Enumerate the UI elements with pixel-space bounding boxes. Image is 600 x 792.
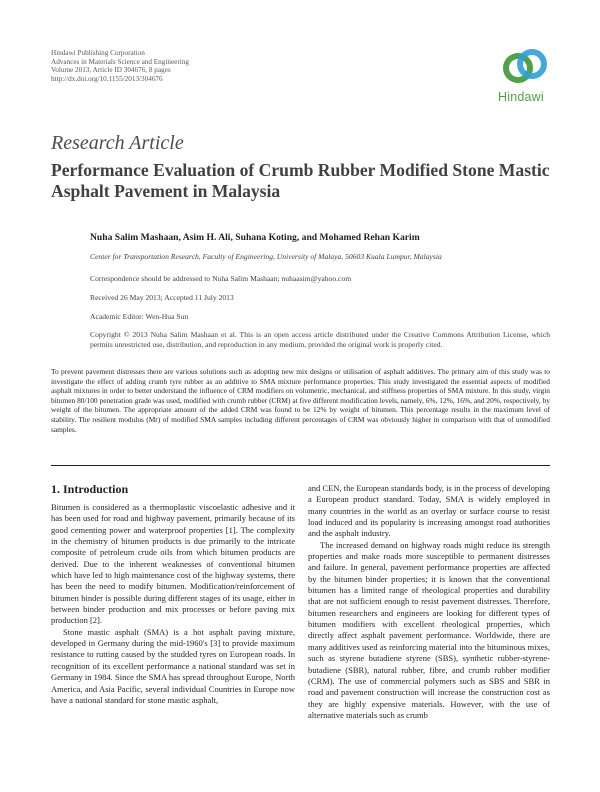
hindawi-rings-icon <box>502 48 548 86</box>
left-column <box>51 502 295 706</box>
logo-text: Hindawi <box>498 90 544 104</box>
paragraph: The increased demand on highway roads might reduce its strength properties and make roads more susceptible to permanent distresses and failure. In general, pavement performance properties are affected by the bitumen binder properties; it is known that the conventional bitumen has a limited range of rheological properties and durability that are not sufficient enough to resist pavement distresses. Therefore, bitumen researchers and engineers are looking for different types of bitumen modifiers with excellent rheological properties, which directly affect asphalt pavement performance. Worldwide, there are many additives used as reinforcing material into the bituminous mixes, such as styrene butadiene styrene (SBS), synthetic rubber-styrene-butadiene (SBR), natural rubber, fibre, and crumb rubber modifier (CRM). The use of commercial polymers such as SBS and SBR in road and pavement construction will increase the construction cost as they are highly expensive materials. However, with the use of alternative materials such as crumb <box>308 539 550 720</box>
publisher-name: Hindawi Publishing Corporation <box>51 49 145 57</box>
academic-editor: Academic Editor: Wen-Hua Sun <box>90 312 189 321</box>
article-title: Performance Evaluation of Crumb Rubber Modified Stone Mastic Asphalt Pavement in Malaysia <box>51 160 550 201</box>
journal-name: Advances in Materials Science and Engineering <box>51 57 189 66</box>
author-list: Nuha Salim Mashaan, Asim H. Ali, Suhana Koting, and Mohamed Rehan Karim <box>90 232 420 243</box>
copyright-notice: Copyright © 2013 Nuha Salim Mashaan et al. This is an open access article distributed under the Creative Commons Attribution License, which permits unrestricted use, distribution, and reproduction in any medium, provided the original work is properly cited. <box>90 330 550 349</box>
paragraph: and CEN, the European standards body, is in the process of developing a European product standard. Today, SMA is widely employed in many countries in the world as an overlay or surface course to resist load induced and its popularity is increasing amongst road authorities and the asphalt industry. <box>308 483 550 539</box>
section-heading: 1. Introduction <box>51 482 129 496</box>
publication-info <box>51 49 189 83</box>
received-accepted-dates: Received 26 May 2013; Accepted 11 July 2013 <box>90 293 234 302</box>
correspondence: Correspondence should be addressed to Nuha Salim Mashaan; nuhaasim@yahoo.com <box>90 274 352 283</box>
doi-link[interactable]: http://dx.doi.org/10.1155/2013/304676 <box>51 74 163 83</box>
volume-info: Volume 2013, Article ID 304676, 8 pages <box>51 66 171 75</box>
affiliation: Center for Transportation Research, Faculty of Engineering, University of Malaya, 50603 Kuala Lumpur, Malaysia <box>90 252 442 261</box>
article-type: Research Article <box>51 132 184 154</box>
section-divider <box>51 465 550 466</box>
right-column <box>308 483 550 721</box>
paragraph: Stone mastic asphalt (SMA) is a hot asphalt paving mixture, developed in Germany during the mid-1960's [3] to provide maximum resistance to rutting caused by the studded tyres on European roads. In recognition of its excellent performance a national standard was set in Germany in 1984. Since the SMA has spread throughout Europe, North America, and Asia Pacific, several individual Countries in Europe now have a national standard for stone mastic asphalt, <box>51 626 295 705</box>
paragraph: Bitumen is considered as a thermoplastic viscoelastic adhesive and it has been used for road and highway pavement, primarily because of its good cementing power and waterproof properties [1]. The complexity in the chemistry of bitumen products is due primarily to the intricate composite of petroleum crude oils from which bitumen products are derived. Due to the inherent weaknesses of conventional bitumen which have led to high maintenance cost of the highway systems, there has been the need to modify bitumen. Modification/reinforcement of bitumen binder is possible during different stages of its usage, either in between binder production and mix processes or before paving mix production [2]. <box>51 502 295 626</box>
hindawi-logo <box>492 48 560 108</box>
abstract: To prevent pavement distresses there are various solutions such as adopting new mix designs or utilisation of asphalt additives. The primary aim of this study was to investigate the effect of adding crumb tyre rubber as an additive to SMA mixture performance properties. This study investigated the essential aspects of modified asphalt mixtures in order to better understand the influence of CRM modifiers on volumetric, mechanical, and stiffness properties of SMA mixture. In this study, virgin bitumen 80/100 penetration grade was used, modified with crumb rubber (CRM) at five different modification levels, namely, 6%, 12%, 16%, and 20%, respectively, by weight of the bitumen. The appropriate amount of the added CRM was found to be 12% by weight of bitumen. This percentage results in the maximum level of stability. The resilient modulus (Mr) of modified SMA samples including different percentages of CRM was obviously higher in comparison with that of unmodified samples. <box>51 367 550 434</box>
